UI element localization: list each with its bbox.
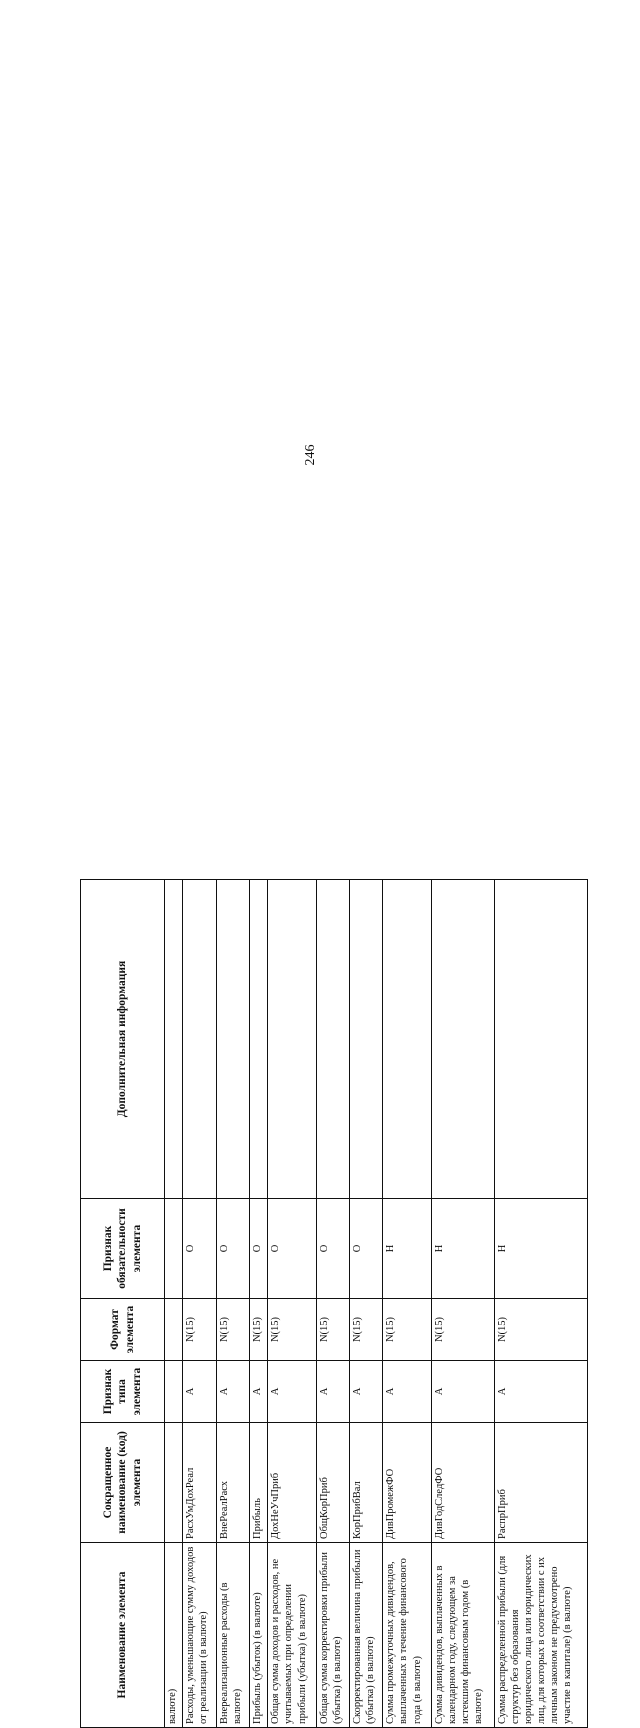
header-additional-info: Дополнительная информация [81,880,165,1199]
cell-element-code: РасхУмДохРеал [183,1423,216,1543]
cell-element-code: Прибыль [249,1423,267,1543]
header-element-format: Формат элемента [81,1299,165,1361]
cell-element-name: Прибыль (убыток) (в валюте) [249,1543,267,1728]
cell-element-name: валюте) [165,1543,183,1728]
cell-element-code: ДохНеУчПриб [268,1423,316,1543]
cell-element-code: РаспрПриб [494,1423,587,1543]
cell-element-format: N(15) [249,1299,267,1361]
cell-element-code: ДивПромежФО [383,1423,431,1543]
cell-additional-info [431,880,494,1199]
cell-additional-info [165,880,183,1199]
cell-element-required: О [349,1199,382,1299]
cell-element-format: N(15) [431,1299,494,1361]
cell-element-format: N(15) [494,1299,587,1361]
cell-additional-info [494,880,587,1199]
cell-element-required: Н [383,1199,431,1299]
cell-element-required: Н [494,1199,587,1299]
cell-element-name: Внереализационные расходы (в валюте) [216,1543,249,1728]
header-element-name: Наименование элемента [81,1543,165,1728]
cell-element-name: Скорректированная величина прибыли (убытка) (в валюте) [349,1543,382,1728]
cell-additional-info [268,880,316,1199]
table-row [349,880,382,1728]
cell-element-required: О [183,1199,216,1299]
cell-element-name: Общая сумма доходов и расходов, не учитываемых при определении прибыли (убытка) (в валюте) [268,1543,316,1728]
table-row [216,880,249,1728]
cell-element-format: N(15) [216,1299,249,1361]
cell-element-format: N(15) [268,1299,316,1361]
cell-element-name: Сумма распределенной прибыли (для структур без образования юридического лица или юридических лиц, для которых в соответствии с их личным законом не предусмотрено участие в капитале) (в валюте) [494,1543,587,1728]
elements-table [80,879,588,1728]
cell-element-type: А [216,1361,249,1423]
cell-additional-info [383,880,431,1199]
cell-element-required [165,1199,183,1299]
cell-additional-info [183,880,216,1199]
table-header-row [81,880,165,1728]
cell-element-required: Н [431,1199,494,1299]
table-row [249,880,267,1728]
cell-additional-info [316,880,349,1199]
cell-element-code: КорПрибВал [349,1423,382,1543]
table-row [316,880,349,1728]
cell-element-format: N(15) [383,1299,431,1361]
cell-element-type: А [494,1361,587,1423]
cell-element-name: Расходы, уменьшающие сумму доходов от реализации (в валюте) [183,1543,216,1728]
cell-element-format: N(15) [183,1299,216,1361]
table-row [431,880,494,1728]
header-element-required: Признак обязательности элемента [81,1199,165,1299]
table-row [183,880,216,1728]
cell-element-format: N(15) [349,1299,382,1361]
cell-additional-info [249,880,267,1199]
header-element-type: Признак типа элемента [81,1361,165,1423]
cell-additional-info [216,880,249,1199]
cell-element-required: О [249,1199,267,1299]
table-row [383,880,431,1728]
cell-element-type: А [268,1361,316,1423]
cell-element-format [165,1299,183,1361]
cell-element-type: А [249,1361,267,1423]
cell-element-code: ДивГодСледФО [431,1423,494,1543]
cell-element-required: О [216,1199,249,1299]
page-number: 246 [303,444,318,466]
cell-element-code: ОбщКорПриб [316,1423,349,1543]
cell-element-type: А [349,1361,382,1423]
table-row [165,880,183,1728]
table-row [268,880,316,1728]
table-container [80,880,588,1728]
cell-element-name: Сумма промежуточных дивидендов, выплаченных в течение финансового года (в валюте) [383,1543,431,1728]
cell-element-required: О [316,1199,349,1299]
table-row [494,880,587,1728]
cell-element-type: А [183,1361,216,1423]
cell-element-type [165,1361,183,1423]
cell-element-code [165,1423,183,1543]
header-element-code: Сокращенное наименование (код) элемента [81,1423,165,1543]
cell-element-code: ВнеРеалРасх [216,1423,249,1543]
table-body [165,880,588,1728]
cell-element-type: А [431,1361,494,1423]
cell-element-type: А [316,1361,349,1423]
cell-element-type: А [383,1361,431,1423]
cell-element-format: N(15) [316,1299,349,1361]
cell-element-name: Общая сумма корректировки прибыли (убытка) (в валюте) [316,1543,349,1728]
cell-element-name: Сумма дивидендов, выплаченных в календарном году, следующем за истекшим финансовым годом (в валюте) [431,1543,494,1728]
cell-additional-info [349,880,382,1199]
cell-element-required: О [268,1199,316,1299]
